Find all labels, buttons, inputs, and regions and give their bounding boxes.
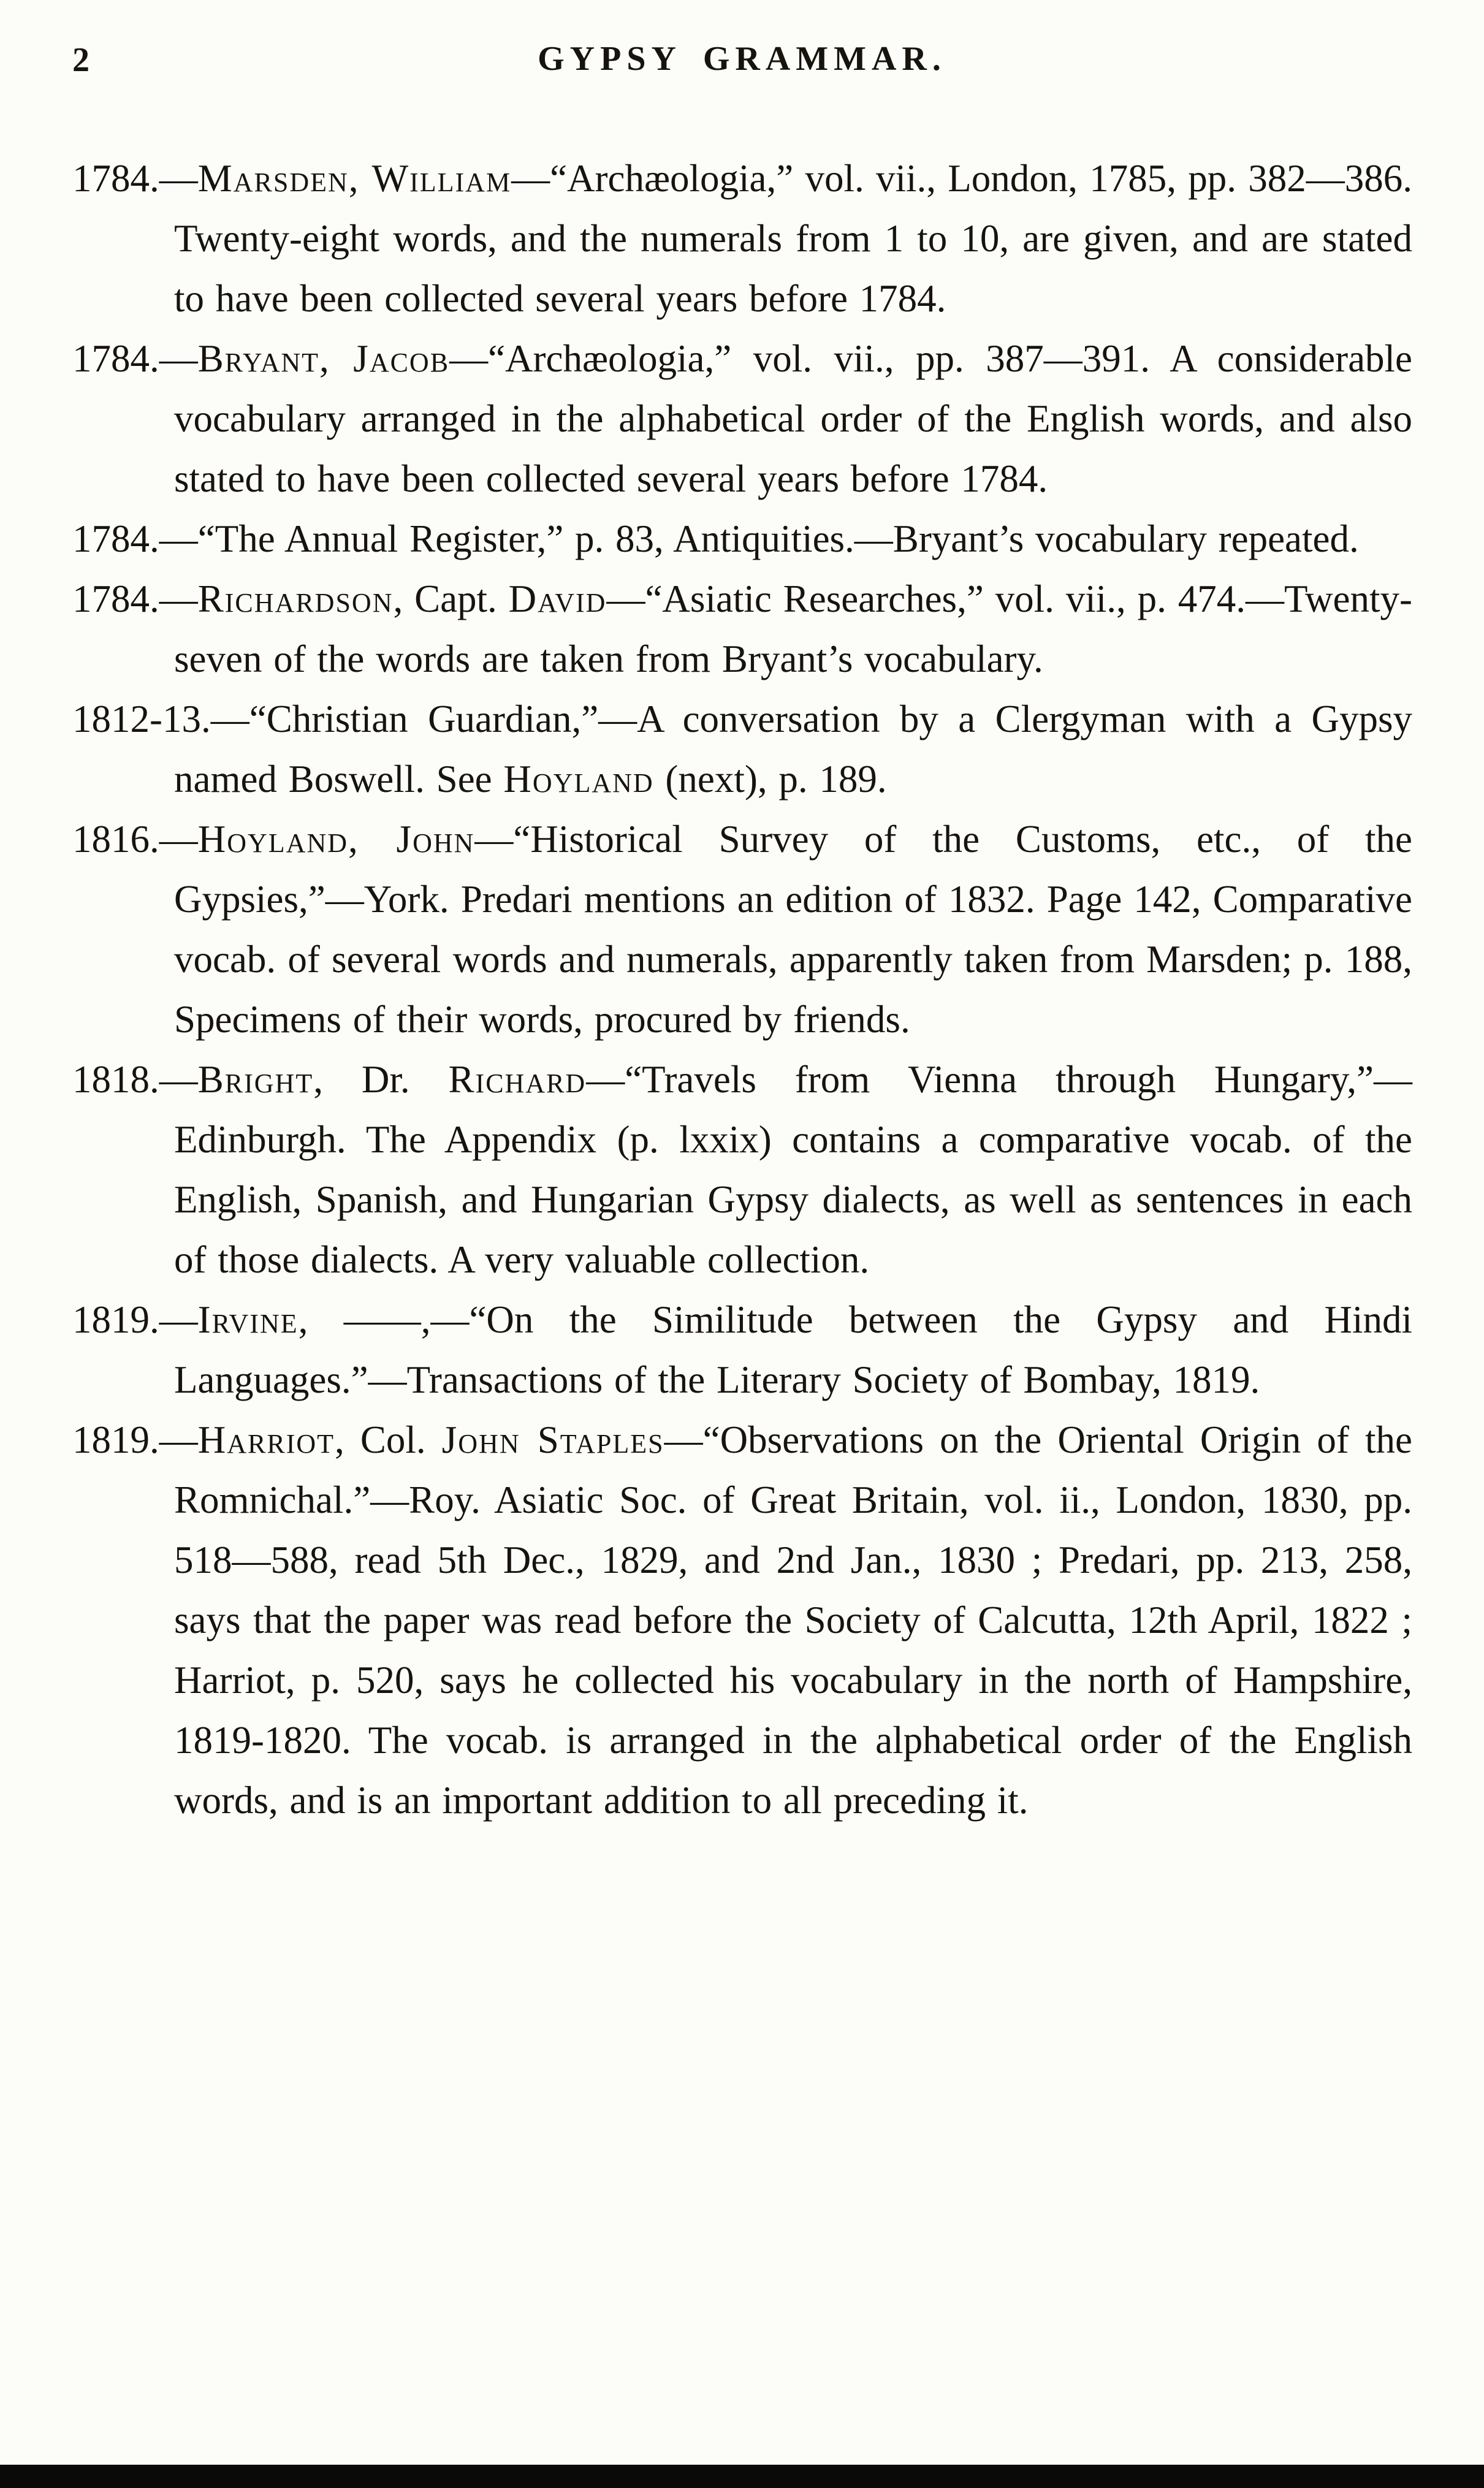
entry-text: 1818.— <box>72 1058 198 1101</box>
author-name: John Staples <box>441 1418 664 1461</box>
entry-text: , Capt. <box>393 577 509 620</box>
entry-text: , ——,—“On the Similitude between the Gypsy and Hindi Languages.”—Transactions of the Literary Society of Bombay, 1819. <box>174 1298 1412 1401</box>
author-name: Harriot <box>197 1418 335 1461</box>
bibliography-list <box>72 148 1412 1830</box>
page-header <box>72 39 1412 94</box>
bibliography-entry <box>72 329 1412 509</box>
author-name: David <box>508 577 607 620</box>
bibliography-entry <box>72 1049 1412 1290</box>
page-number: 2 <box>72 41 89 79</box>
bibliography-entry <box>72 148 1412 329</box>
entry-text: , Dr. <box>313 1058 449 1101</box>
author-name: Hoyland <box>503 758 654 801</box>
entry-text: —“Historical Survey of the Customs, etc., of the Gypsies,”—York. Predari mentions an edition of 1832. Page 142, Comparative vocab. of several words and numerals, apparently taken from Marsden; p. 188, Specimens of their words, procured by friends. <box>174 818 1413 1041</box>
entry-text: , Col. <box>335 1418 442 1461</box>
entry-text: 1819.— <box>72 1298 198 1341</box>
bibliography-entry <box>72 1410 1412 1830</box>
bibliography-entry <box>72 509 1412 569</box>
author-name: Hoyland, John <box>197 818 475 861</box>
entry-text: —“Archæologia,” vol. vii., pp. 387—391. A considerable vocabulary arranged in the alphabetical order of the English words, and also stated to have been collected several years before 1784. <box>174 337 1412 500</box>
author-name: Bright <box>197 1058 314 1101</box>
entry-text: 1816.— <box>72 818 198 861</box>
entry-text: 1784.— <box>72 337 198 380</box>
author-name: Irvine <box>197 1298 299 1341</box>
author-name: Bryant, Jacob <box>197 337 450 380</box>
scan-edge-artifact <box>0 2465 1484 2488</box>
author-name: Richardson <box>197 577 394 620</box>
entry-text: 1784.— <box>72 577 198 620</box>
entry-text: —“Asiatic Researches,” vol. vii., p. 474.—Twenty-seven of the words are taken from Bryant’s vocabulary. <box>174 577 1412 680</box>
author-name: Marsden, William <box>197 157 512 200</box>
entry-text: 1784.—“The Annual Register,” p. 83, Antiquities.—Bryant’s vocabulary repeated. <box>72 517 1359 560</box>
bibliography-entry <box>72 689 1412 809</box>
entry-text: 1819.— <box>72 1418 198 1461</box>
entry-text: —“Archæologia,” vol. vii., London, 1785, pp. 382—386. Twenty-eight words, and the numerals from 1 to 10, are given, and are stated to have been collected several years before 1784. <box>174 157 1412 320</box>
bibliography-entry <box>72 569 1412 689</box>
bibliography-entry <box>72 809 1412 1049</box>
running-title: GYPSY GRAMMAR. <box>538 40 946 78</box>
entry-text: 1812-13.—“Christian Guardian,”—A conversation by a Clergyman with a Gypsy named Boswell. See <box>72 698 1412 801</box>
entry-text: —“Observations on the Oriental Origin of the Romnichal.”—Roy. Asiatic Soc. of Great Britain, vol. ii., London, 1830, pp. 518—588, read 5th Dec., 1829, and 2nd Jan., 1830 ; Predari, pp. 213, 258, says that the paper was read before the Society of Calcutta, 12th April, 1822 ; Harriot, p. 520, says he collected his vocabulary in the north of Hampshire, 1819-1820. The vocab. is arranged in the alphabetical order of the English words, and is an important addition to all preceding it. <box>174 1418 1412 1822</box>
entry-text: —“Travels from Vienna through Hungary,”—Edinburgh. The Appendix (p. lxxix) contains a comparative vocab. of the English, Spanish, and Hungarian Gypsy dialects, as well as sentences in each of those dialects. A very valuable collection. <box>174 1058 1412 1281</box>
entry-text: 1784.— <box>72 157 198 200</box>
entry-text: (next), p. 189. <box>653 758 887 801</box>
bibliography-entry <box>72 1290 1412 1410</box>
author-name: Richard <box>448 1058 587 1101</box>
